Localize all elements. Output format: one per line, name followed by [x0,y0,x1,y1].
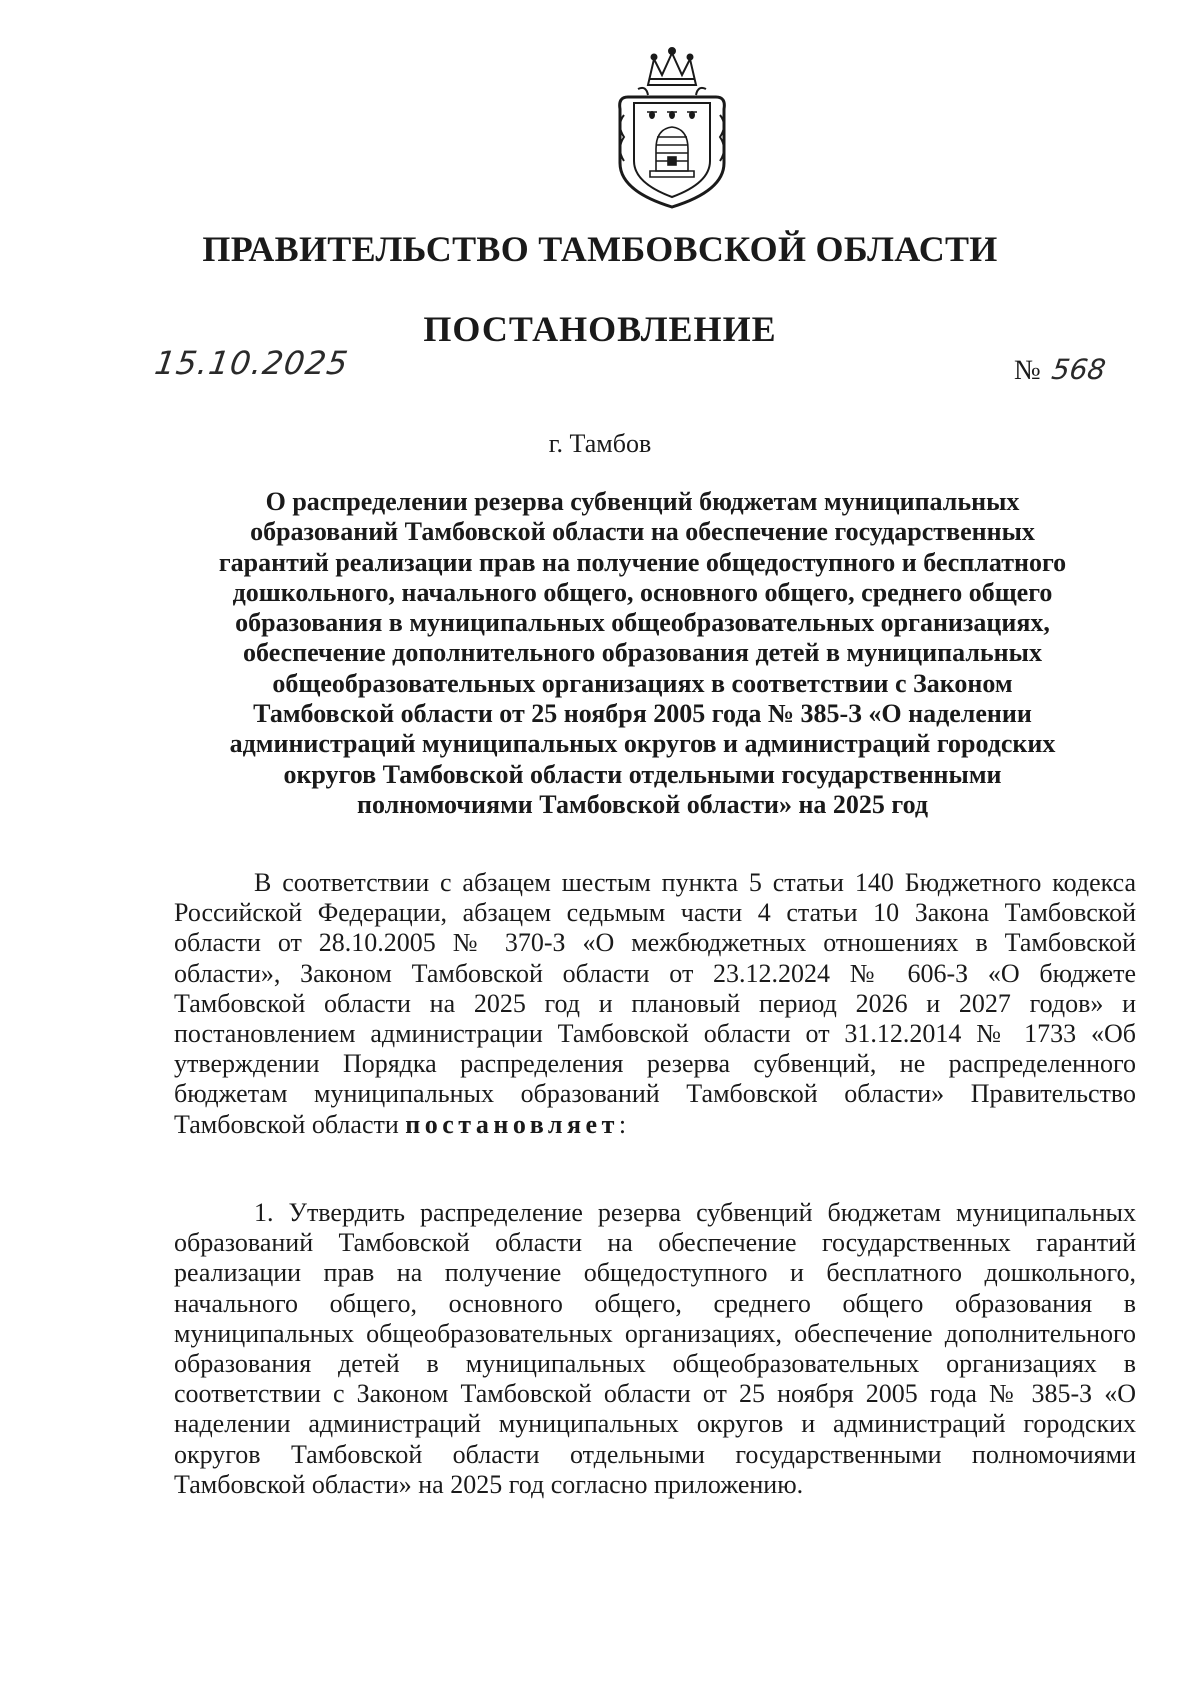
tambov-coat-of-arms-icon [610,45,734,210]
subject-line: общеобразовательных организациях в соответствии с Законом [272,668,1013,698]
subject-line: Тамбовской области от 25 ноября 2005 года № 385-З «О наделении [253,699,1032,729]
subject-line: обеспечение дополнительного образования детей в муниципальных [243,638,1042,668]
document-number [1014,353,1108,387]
subject-line: полномочиями Тамбовской области» на 2025 год [356,789,928,819]
subject-line: образования в муниципальных общеобразовательных организациях, [235,608,1050,638]
decree-colon: : [618,1109,627,1139]
document-number-value: 568 [1049,353,1108,386]
subject-line: округов Тамбовской области отдельными государственными [283,759,1002,789]
number-sign: № [1014,355,1041,386]
decree-word: постановляет [405,1109,619,1139]
subject-line: дошкольного, начального общего, основного общего, среднего общего [232,577,1053,607]
subject-line: образований Тамбовской области на обеспечение государственных [250,517,1035,547]
subject-line: О распределении резерва субвенций бюджетам муниципальных [265,487,1020,516]
preamble-text: В соответствии с абзацем шестым пункта 5 статьи 140 Бюджетного кодекса Российской Федерации, абзацем седьмым части 4 статьи 10 Закона Тамбовской области от 28.10.2005 № 370-З «О межбюджетных отношениях в Тамбовской области», Законом Тамбовской области от 23.12.2024 № 606-З «О бюджете Тамбовской области на 2025 год и плановый период 2026 и 2027 годов» и постановлением администрации Тамбовской области от 31.12.2014 № 1733 «Об утверждении Порядка распределения резерва субвенций, не распределенного бюджетам муниципальных образований Тамбовской области» Правительство Тамбовской области [174,868,1136,1139]
city-line: г. Тамбов [548,429,652,458]
item-1-paragraph [174,1198,1136,1500]
subject-line: гарантий реализации прав на получение общедоступного и бесплатного [218,547,1067,577]
organization-title: ПРАВИТЕЛЬСТВО ТАМБОВСКОЙ ОБЛАСТИ [202,229,998,269]
document-type-title: ПОСТАНОВЛЕНИЕ [423,309,777,349]
subject-line: администраций муниципальных округов и администраций городских [229,729,1056,759]
preamble-paragraph [174,868,1136,1140]
document-date: 15.10.2025 [152,344,351,382]
document-subject [150,487,1135,820]
item-1-text: 1. Утвердить распределение резерва субвенций бюджетам муниципальных образований Тамбовской области на обеспечение государственных гарантий реализации прав на получение общедоступного и бесплатного дошкольного, начального общего, основного общего, среднего общего образования в муниципальных общеобразовательных организациях, обеспечение дополнительного образования детей в муниципальных общеобразовательных организациях в соответствии с Законом Тамбовской области от 25 ноября 2005 года № 385-З «О наделении администраций муниципальных округов и администраций городских округов Тамбовской области отдельными государственными полномочиями Тамбовской области» на 2025 год согласно приложению. [174,1198,1136,1499]
